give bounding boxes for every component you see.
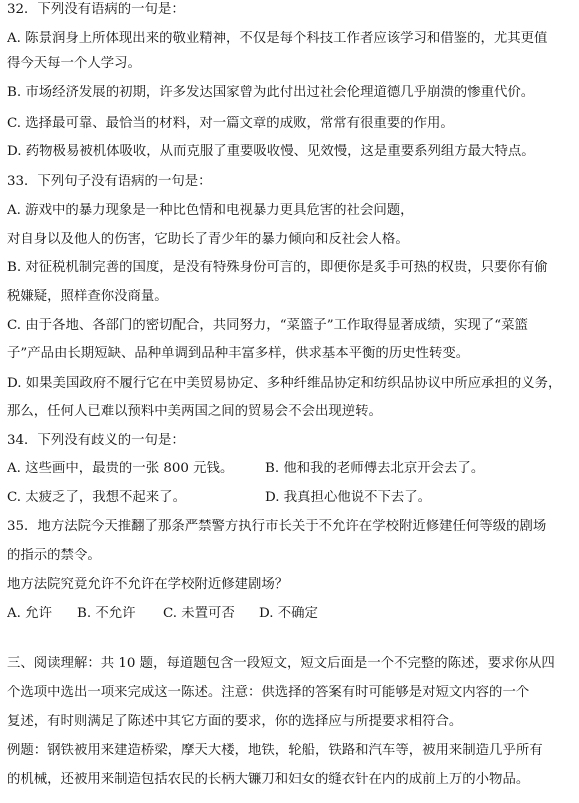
q34-options-row-2 [7,490,573,506]
q35-stem: 35．地方法院今天推翻了那条严禁警方执行市长关于不允许在学校附近修建任何等级的剧场 [7,519,547,534]
q35-option-c: C. 未置可否 [163,606,235,621]
q35-option-a: A. 允许 [7,606,52,621]
q35-option-d: D. 不确定 [259,606,318,621]
q33-stem: 33．下列句子没有语病的一句是： [7,174,212,189]
q33-option-b-cont: 税嫌疑，照样查你没商量。 [7,289,168,304]
q33-option-b: B. 对征税机制完善的国度，是没有特殊身份可言的，即便你是炙手可热的权贵，只要你有偷 [7,260,548,275]
q35-options-row [7,606,573,622]
section3-intro: 三、阅读理解：共 10 题，每道题包含一段短文，短文后面是一个不完整的陈述，要求你从四 [7,656,555,671]
q32-option-b: B. 市场经济发展的初期，许多发达国家曾为此付出过社会伦理道德几乎崩溃的惨重代价。 [7,85,535,100]
example-text: 例题：钢铁被用来建造桥梁，摩天大楼，地铁，轮船，铁路和汽车等，被用来制造几乎所有 [7,743,543,758]
q35-stem-cont: 的指示的禁令。 [7,548,101,563]
q34-stem: 34．下列没有歧义的一句是： [7,433,185,448]
q34-option-a: A. 这些画中，最贵的一张 800 元钱。 [7,461,234,476]
example-text-cont: 的机械，还被用来制造包括农民的长柄大镰刀和妇女的缝衣针在内的成前上万的小物品。 [7,772,530,787]
q35-question: 地方法院究竟允许不允许在学校附近修建剧场？ [7,577,289,592]
q34-option-d: D. 我真担心他说不下去了。 [265,490,432,505]
q32-option-c: C. 选择最可靠、最恰当的材料，对一篇文章的成败，常常有很重要的作用。 [7,116,454,131]
q35-option-b: B. 不允许 [77,606,136,621]
section3-intro-cont-2: 复述，有时则满足了陈述中其它方面的要求，你的选择应与所提要求相符合。 [7,714,463,729]
q33-option-a-cont: 对自身以及他人的伤害，它助长了青少年的暴力倾向和反社会人格。 [7,232,409,247]
q32-option-d: D. 药物极易被机体吸收，从而克服了重要吸收慢、见效慢，这是重要系列组方最大特点。 [7,144,535,159]
q34-option-c: C. 太疲乏了，我想不起来了。 [7,490,186,505]
q32-option-a: A. 陈景润身上所体现出来的敬业精神，不仅是每个科技工作者应该学习和借鉴的，尤其更值 [7,31,548,46]
q33-option-a: A. 游戏中的暴力现象是一种比色情和电视暴力更具危害的社会问题， [7,203,414,218]
q33-option-d: D. 如果美国政府不履行它在中美贸易协定、多种纤维品协定和纺织品协议中所应承担的义务， [7,376,562,391]
q33-option-c: C. 由于各地、各部门的密切配合，共同努力，“菜篮子”工作取得显著成绩，实现了“菜篮 [7,318,528,333]
q32-stem: 32．下列没有语病的一句是： [7,2,185,17]
section3-intro-cont-1: 个选项中选出一项来完成这一陈述。注意：供选择的答案有时可能够是对短文内容的一个 [7,685,530,700]
q33-option-c-cont: 子”产品由长期短缺、品种单调到品种丰富多样，供求基本平衡的历史性转变。 [7,346,470,361]
q34-option-b: B. 他和我的老师傅去北京开会去了。 [265,461,485,476]
q32-option-a-cont: 得今天每一个人学习。 [7,56,141,71]
q34-options-row-1 [7,461,573,477]
q33-option-d-cont: 那么，任何人已难以预料中美两国之间的贸易会不会出现逆转。 [7,404,382,419]
